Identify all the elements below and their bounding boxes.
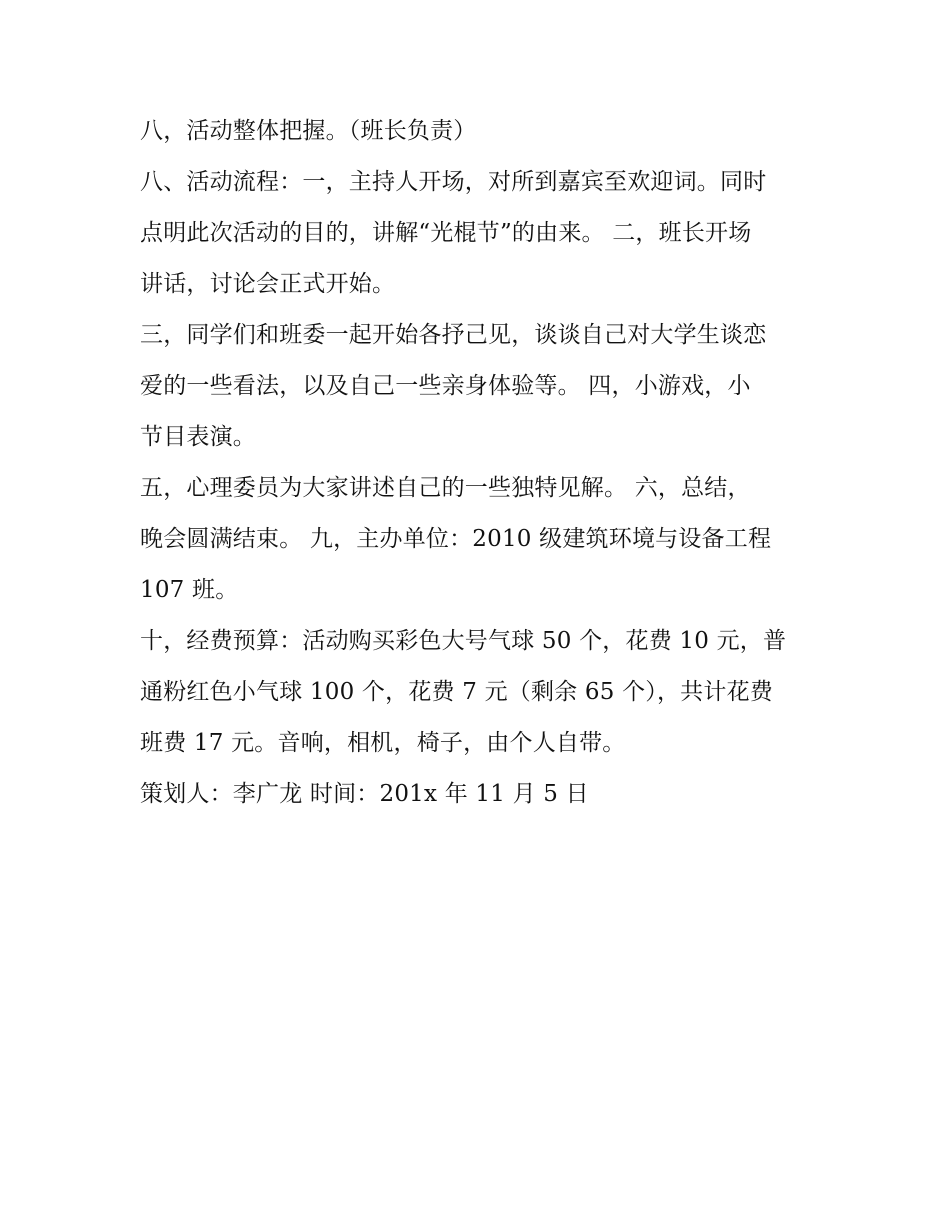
- activity-flow-line-3: 讲话，讨论会正式开始。: [140, 271, 396, 297]
- document-body: [140, 106, 830, 820]
- organizer-line-1: 晚会圆满结束。 九，主办单位：2010 级建筑环境与设备工程: [140, 526, 772, 552]
- activity-flow-line-1: 八、活动流程：一，主持人开场，对所到嘉宾至欢迎词。同时: [140, 169, 767, 195]
- step-5-line-1: 五，心理委员为大家讲述自己的一些独特见解。 六，总结，: [140, 475, 751, 501]
- step-3-line-2: 爱的一些看法，以及自己一些亲身体验等。 四，小游戏，小: [140, 373, 751, 399]
- budget-line-1: 十，经费预算：活动购买彩色大号气球 50 个，花费 10 元，普: [140, 628, 787, 654]
- section-8-overall-control: 八，活动整体把握。（班长负责）: [140, 118, 477, 144]
- budget-line-3: 班费 17 元。音响，相机，椅子，由个人自带。: [140, 730, 626, 756]
- organizer-line-2: 107 班。: [140, 577, 239, 603]
- activity-flow-line-2: 点明此次活动的目的，讲解“光棍节”的由来。 二，班长开场: [140, 220, 752, 246]
- budget-line-2: 通粉红色小气球 100 个，花费 7 元（剩余 65 个），共计花费: [140, 679, 773, 705]
- planner-date-line: 策划人：李广龙 时间：201x 年 11 月 5 日: [140, 781, 589, 807]
- step-3-line-1: 三，同学们和班委一起开始各抒己见，谈谈自己对大学生谈恋: [140, 322, 767, 348]
- step-4-line: 节目表演。: [140, 424, 256, 450]
